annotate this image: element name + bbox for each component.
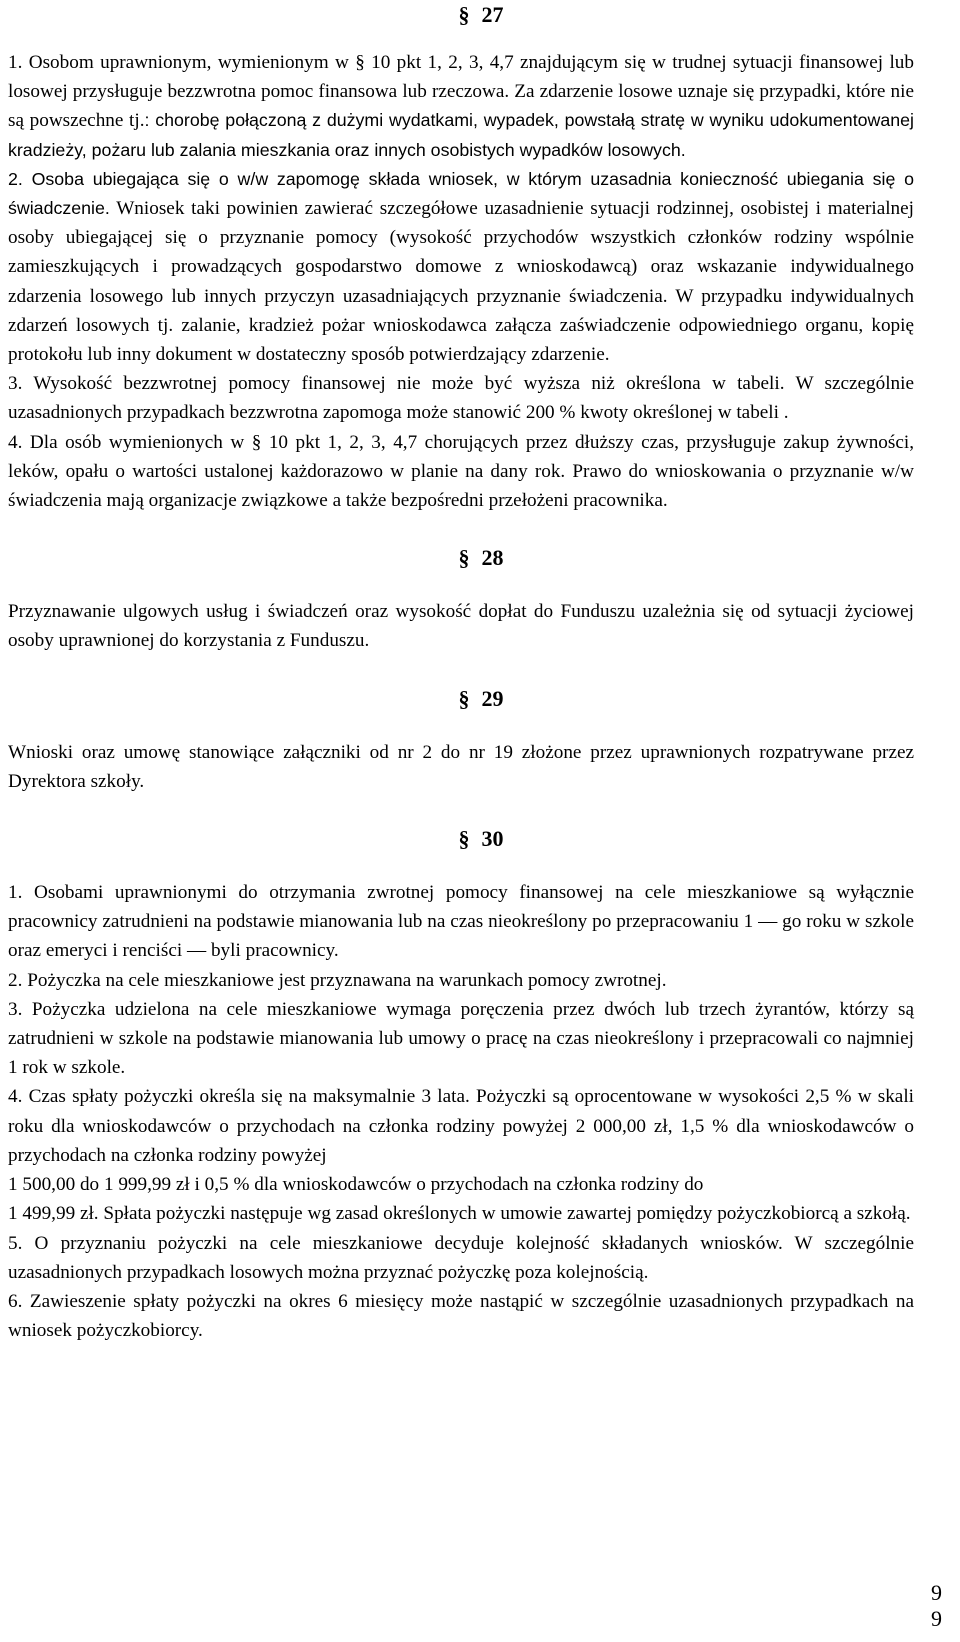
paragraph: 1. Osobami uprawnionymi do otrzymania zwrotnej pomocy finansowej na cele mieszkaniowe są wyłącznie pracownicy zatrudnieni na podstawie mianowania lub na czas nieokreślony po przepracowaniu 1 — go roku w szkole oraz emeryci i renciści — byli pracownicy. — [8, 882, 914, 962]
section-number: 30 — [481, 826, 504, 852]
paragraph-line: 1 500,00 do 1 999,99 zł i 0,5 % dla wnioskodawców o przychodach na członka rodziny do — [8, 1174, 704, 1196]
paragraph-text: : chorobę połączoną z dużymi wydatkami, wypadek, powstałą stratę w wyniku udokumentowanej kradzieży, pożaru lub zalania mieszkania oraz innych osobistych wypadków losowych. — [8, 110, 914, 160]
section-symbol: § — [458, 545, 470, 571]
page-number — [931, 1580, 942, 1632]
section-symbol: § — [458, 826, 470, 852]
section-27 — [8, 0, 914, 515]
section-number: 28 — [481, 545, 504, 571]
section-symbol: § — [458, 2, 470, 27]
paragraph-text: 2. Osoba ubiegająca się o w/w zapomogę składa wniosek, w którym uzasadnia konieczność ubiegania się o świadczenie. — [8, 168, 914, 219]
paragraph: Wnioski oraz umowę stanowiące załączniki od nr 2 do nr 19 złożone przez uprawnionych rozpatrywane przez Dyrektora szkoły. — [8, 741, 914, 792]
paragraph: 4. Dla osób wymienionych w § 10 pkt 1, 2, 3, 4,7 chorujących przez dłuższy czas, przysługuje zakup żywności, leków, opału o wartości ustalonej każdorazowo w planie na dany rok. Prawo do wnioskowania o przyznanie w/w świadczenia mają organizacje związkowe a także bezpośredni przełożeni pracownika. — [8, 431, 914, 512]
paragraph: 4. Czas spłaty pożyczki określa się na maksymalnie 3 lata. Pożyczki są oprocentowane w wysokości 2,5 % w skali roku dla wnioskodawców o przychodach na członka rodziny powyżej 2 000,00 zł, 1,5 % dla wnioskodawców o przychodach na członka rodziny powyżej — [8, 1086, 914, 1166]
section-heading — [8, 543, 914, 573]
section-30 — [8, 824, 914, 1345]
paragraph: 6. Zawieszenie spłaty pożyczki na okres 6 miesięcy może nastąpić w szczególnie uzasadnionych przypadkach na wniosek pożyczkobiorcy. — [8, 1290, 914, 1342]
section-28 — [8, 543, 914, 655]
paragraph: 1 499,99 zł. Spłata pożyczki następuje wg zasad określonych w umowie zawartej pomiędzy pożyczkobiorcą a szkołą. — [8, 1203, 911, 1225]
section-number: 29 — [481, 685, 504, 711]
section-number: 27 — [481, 2, 504, 27]
paragraph — [8, 48, 914, 165]
paragraph: 2. Pożyczka na cele mieszkaniowe jest przyznawana na warunkach pomocy zwrotnej. — [8, 969, 667, 991]
paragraph: 3. Wysokość bezzwrotnej pomocy finansowej nie może być wyższa niż określona w tabeli. W szczególnie uzasadnionych przypadkach bezzwrotna zapomoga może stanowić 200 % kwoty określonej w tabeli . — [8, 373, 914, 424]
document-page — [8, 0, 914, 1345]
page-number-text: 9 — [931, 1580, 942, 1605]
paragraph-text: Wniosek taki powinien zawierać szczegółowe uzasadnienie sytuacji rodzinnej, osobistej i materialnej osoby ubiegającej się o przyznanie pomocy (wysokość przychodów wszystkich członków rodziny wspólnie zamieszkujących i prowadzących gospodarstwo domowe z wnioskodawcą) oraz wskazanie indywidualnego zdarzenia losowego lub innych przyczyn uzasadniających przyznanie świadczenia. W przypadku indywidualnych zdarzeń losowych tj. zalanie, kradzież pożar wnioskodawca załącza zaświadczenie odpowiedniego organu, kopię protokołu lub inny dokument w dostateczny sposób potwierdzający zdarzenie. — [8, 198, 914, 366]
paragraph-text: 1. Osobom uprawnionym, wymienionym w § 10 pkt 1, 2, 3, 4,7 znajdującym się w trudnej sytuacji finansowej lub losowej przysługuje bezzwrotna pomoc finansowa lub rzeczowa. Za zdarzenie losowe uznaje się przypadki, które nie są powszechne tj. — [8, 52, 914, 132]
section-symbol: § — [458, 685, 470, 711]
paragraph: 5. O przyznaniu pożyczki na cele mieszkaniowe decyduje kolejność składanych wniosków. W szczególnie uzasadnionych przypadkach losowych można przyznać pożyczkę poza kolejnością. — [8, 1232, 914, 1283]
section-heading — [8, 0, 914, 30]
paragraph — [8, 165, 914, 369]
section-heading — [8, 824, 914, 854]
paragraph: Przyznawanie ulgowych usług i świadczeń oraz wysokość dopłat do Funduszu uzależnia się od sytuacji życiowej osoby uprawnionej do korzystania z Funduszu. — [8, 601, 914, 652]
page-number-text: 9 — [931, 1606, 942, 1631]
section-heading — [8, 684, 914, 714]
section-29 — [8, 684, 914, 796]
paragraph: 3. Pożyczka udzielona na cele mieszkaniowe wymaga poręczenia przez dwóch lub trzech żyrantów, którzy są zatrudnieni w szkole na podstawie mianowania lub umowy o pracę na czas nieokreślony i przepracowali co najmniej 1 rok w szkole. — [8, 998, 914, 1079]
